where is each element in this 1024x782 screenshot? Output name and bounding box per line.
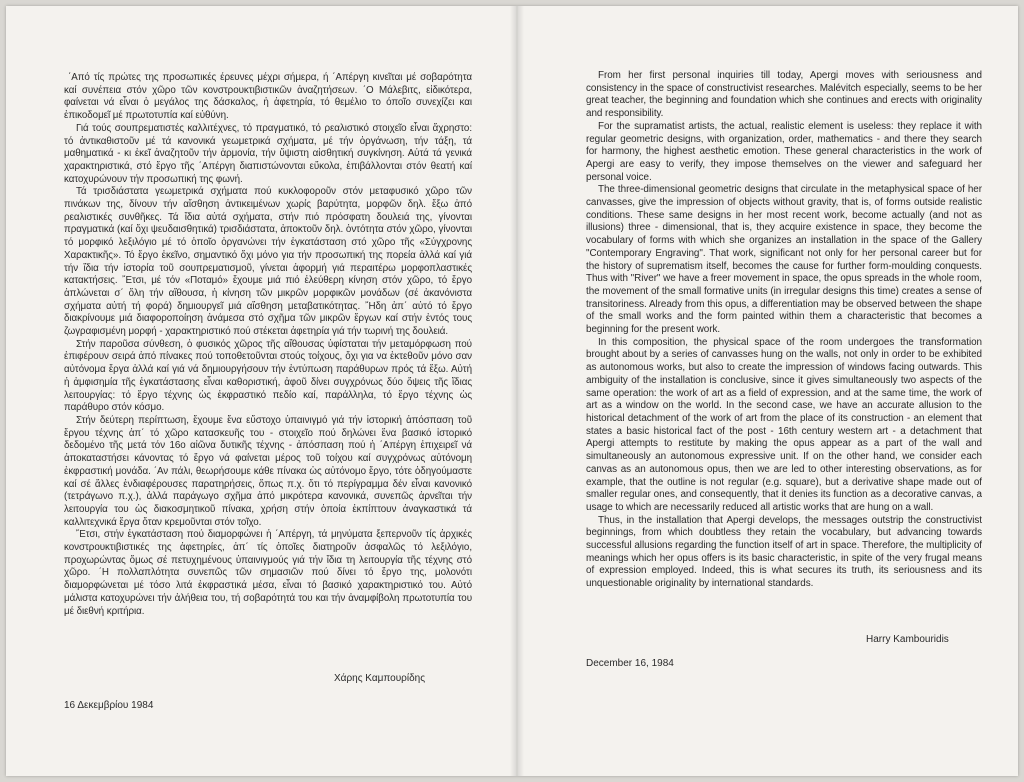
- english-paragraph-2: For the supramatist artists, the actual, realistic element is useless: they replace it with regular geometric designs, with organization, order, mathematics - and there they search for harmony, the highest aesthetic emotion. These general characteristics in the work of Apergi are easy to verify, they impose themselves on the viewer and safeguard her personal voice.: [586, 120, 982, 183]
- english-paragraph-4: In this composition, the physical space of the room undergoes the transformation brought about by a series of canvasses hung on the walls, not only in order to be exhibited as autonomous works, but also to create the impression of windows facing outwards. This ambiguity of the installation is conclusive, since it gives simultaneously two aspects of the same operation: the work of art as a field of expression, and at the same time, the work of art as a window on the world. In the second case, we have an accurate allusion to the historical detachment of the work of art from the place of its construction - an element that states a basic historical fact of the post - 16th century western art - a detachment that Apergi attempts to restitute by making the opus appear as a part of the wall and simultaneously an autonomous expressive unit. If on the other hand, we consider each canvas as an autonomous opus, then we are led to other interesting observations, as for example, that the outline is not regular (e.g. square), but a derivative shape made out of smaller regular ones, and consequently, that it denies its function as a decorative canvas, a usage to which are necessarily reduced all artistic works that are hung on a wall.: [586, 336, 982, 513]
- english-paragraph-1: From her first personal inquiries till today, Apergi moves with seriousness and consistency in the space of constructivist researches. Malévitch especially, seems to be her great teacher, the beginning and foundation which she continues and erects with originality and responsibility.: [586, 70, 982, 120]
- greek-signature: Χάρης Καμπουρίδης: [334, 673, 426, 684]
- greek-page: [6, 6, 511, 776]
- english-paragraph-5: Thus, in the installation that Apergi develops, the messages outstrip the constructivist beginnings, from which doubtless they retain the vocabulary, but advancing towards successful allusions regarding the function itself of art in space. Therefore, the multiplicity of meanings which her opus offers is its basic characteristic, in spite of the very frugal means of expression employed. Indeed, this is what secures its truth, its seriousness and its unquestionable originality by international standards.: [586, 514, 982, 590]
- page-fold: [510, 6, 524, 776]
- greek-paragraph-5: Στήν δεύτερη περίπτωση, ἔχουμε ἕνα εὔστοχο ὑπαινιγμό γιά τήν ἱστορική ἀπόσπαση τοῦ ἔργου τέχνης ἀπ΄ τό χῶρο κατασκευῆς του - στοιχεῖο πού δηλώνει ἕνα βασικό ἱστορικό δεδομένο τῆς μετά τόν 16ο αἰῶνα δυτικῆς τέχνης - ἀπόσπαση πού ἡ ΄Απέργη ἐπιχειρεῖ νά ἀποκαταστήσει κάνοντας τό ἔργο νά φαίνεται μέρος τοῦ τοίχου καί συγχρόνως αὐτόνομη ἐκφραστική μονάδα. ΄Αν πάλι, θεωρήσουμε κάθε πίνακα ὡς αὐτόνομο ἔργο, τότε ὁδηγούμαστε καί σέ ἄλλες ἐνδιαφέρουσες παρατηρήσεις, ὅπως π.χ. ὅτι τό περίγραμμα δέν εἶναι κανονικό (τετράγωνο π.χ.), ἀλλά παράγωγο σχῆμα ἀπό μικρότερα κανονικά, συνεπῶς ἀρνεῖται τήν λειτουργία του ὡς διακοσμητικοῦ πίνακα, χρήση στήν ὁποία ἐκπίπτουν ἀναγκαστικά τά καλλιτεχνικά ἔργα ὅταν κρεμοῦνται στόν τοῖχο.: [64, 414, 472, 528]
- greek-paragraph-2: Γιά τούς σουπρεματιστές καλλιτέχνες, τό πραγματικό, τό ρεαλιστικό στοιχεῖο εἶναι ἄχρηστο: τό ἀντικαθιστοῦν μέ τά κανονικά γεωμετρικά σχήματα, μέ τήν ὀργάνωση, τήν τάξη, τά μαθηματικά - κι ἐκεῖ ἀναζητοῦν τήν ἁρμονία, τήν ὕψιστη αἰσθητική συγκίνηση. Αὐτά τά γενικά χαρακτηριστικά, στό ἔργο τῆς ΄Απέργη διαπιστώνονται εὔκολα, ἐπιβάλλονται στόν θεατή καί κατοχυρώνουν τήν προσωπική της φωνή.: [64, 122, 472, 185]
- english-signature: Harry Kambouridis: [866, 634, 949, 645]
- english-paragraph-3: The three-dimensional geometric designs that circulate in the metaphysical space of her canvasses, give the impression of objects without gravity, that is, of forms outside realistic conditions. These same designs in her most recent work, become actually (and not as illusions) three - dimensional, that is, they acquire existence in space, they become the vocabulary of forms with which she organizes an installation in the space of the Gallery "Contemporary Engraving". That work, significant not only for her personal career but for the history of suprematism itself, becomes the cause for further form-moulding conquests. Thus with "River" we have a freer movement in space, the opus spreads in the whole room, the movement of the small formative units (in irregular designs this time) creates a sense of transitoriness. Already from this opus, a differentiation may be observed between the shape of the small works and the form painted within them a characteristic that becomes a beginning for the present work.: [586, 184, 982, 336]
- greek-paragraph-3: Τά τρισδιάστατα γεωμετρικά σχήματα πού κυκλοφοροῦν στόν μεταφυσικό χῶρο τῶν πινάκων της, δίνουν τήν αἴσθηση ἀντικειμένων χωρίς βαρύτητα, μορφῶν δηλ. ἔξω ἀπό ρεαλιστικές συνθῆκες. Τά ἴδια αὐτά σχήματα, στήν πιό πρόσφατη δουλειά της, γίνονται πραγματικά (καί ὄχι ψευδαισθητικά) τρισδιάστατα, ἀποκτοῦν δηλ. ὀντότητα στόν χῶρο, γίνονται τό μορφικό λεξιλόγιο μέ τό ὁποῖο ὀργανώνει τήν ἐγκατάσταση στό χῶρο τῆς «Σύγχρονης Χαρακτικῆς». Τό ἔργο ἐκεῖνο, σημαντικό ὄχι μόνο για τήν προσωπική της πορεία ἀλλά καί γιά τήν ἴδια τήν ἱστορία τοῦ σουπρεματισμοῦ, γίνεται ἀφορμή γιά περαιτέρω μορφοπλαστικές κατακτήσεις. ῎Ετσι, μέ τόν «Ποταμό» ἔχουμε μιά πιό ἐλεύθερη κίνηση στόν χῶρο, τό ἔργο ἁπλώνεται σ΄ ὅλη τήν αἴθουσα, ἡ κίνηση τῶν μικρῶν μορφικῶν μονάδων (σέ ἀκανόνιστα σχήματα αὐτή τή φορά) δημιουργεῖ μιά αἴσθηση μεταβατικότητας. ῎Ηδη ἀπ΄ αὐτό τό ἔργο διακρίνουμε μιά διαφοροποίηση ἀνάμεσα στό σχῆμα τῶν μικρῶν ἔργων καί στήν ἐντός τους ζωγραφισμένη μορφή - χαρακτηριστικό πού στέκεται ἀφετηρία γιά τήν τωρινή της δουλειά.: [64, 186, 472, 338]
- greek-paragraph-4: Στήν παροῦσα σύνθεση, ὁ φυσικός χῶρος τῆς αἴθουσας ὑφίσταται τήν μεταμόρφωση πού ἐπιφέρουν σειρά ἀπό πίνακες πού τοποθετοῦνται στούς τοίχους, ὄχι για να ἐκτεθοῦν μόνο σαν αὐτόνομα ἔργα ἀλλά καί γιά νά δημιουργήσουν τήν ἐντύπωση παράθυρων πρός τά ἔξω. Αὐτή ἡ ἀμφισημία τῆς ἐγκατάστασης εἶναι καθοριστική, ἀφοῦ δίνει συγχρόνως δύο ὄψεις τῆς ἴδιας λειτουργίας: τό ἔργο τέχνης ὡς ἐκφραστικό πεδίο καί, παράλληλα, τό ἔργο τέχνης ὡς παράθυρο στόν κόσμο.: [64, 338, 472, 414]
- greek-date: 16 Δεκεμβρίου 1984: [64, 700, 154, 711]
- english-date: December 16, 1984: [586, 658, 674, 669]
- greek-paragraph-6: ῎Ετσι, στήν ἐγκατάσταση πού διαμορφώνει ἡ ΄Απέργη, τά μηνύματα ξεπερνοῦν τίς ἀρχικές κονστρουκτιβιστικές της ἀφετηρίες, ἀπ΄ τίς ὁποῖες διατηροῦν ἀσφαλῶς τό λεξιλόγιο, προχωρώντας ὅμως σέ πετυχημένους ὑπαινιγμούς γιά τήν ἴδια τη λειτουργία τῆς τέχνης στό χῶρο. ΄Η πολλαπλότητα συνεπῶς τῶν σημασιῶν πού δίνει τό ἔργο της, μολονότι διαμορφώνεται μέ τόσο λιτά ἐκφραστικά μέσα, εἶναι τό βασικό χαρακτηριστικό του. Αὐτό μάλιστα κατοχυρώνει τήν ἀλήθεια του, τή σοβαρότητά του και τήν ἀναμφίβολη πρωτοτυπία του μέ διεθνή κριτήρια.: [64, 529, 472, 617]
- greek-paragraph-1: ΄Από τίς πρώτες της προσωπικές έρευνες μέχρι σήμερα, ή ΄Απέργη κινεῖται μέ σοβαρότητα καί συνέπεια στόν χῶρο τῶν κονστρουκτιβιστικῶν ἀναζητήσεων. ΄Ο Μάλεβιτς, εἰδικότερα, φαίνεται νά εἶναι ὁ μεγάλος της δάσκαλος, ἡ ἀφετηρία, τό θεμέλιο το όποῖο συνεχίζει και ἐπικοδομεῖ μέ πρωτοτυπία καί εὐθύνη.: [64, 72, 472, 122]
- english-page: [518, 6, 1018, 776]
- english-text-column: [586, 70, 982, 591]
- greek-text-column: [64, 72, 472, 618]
